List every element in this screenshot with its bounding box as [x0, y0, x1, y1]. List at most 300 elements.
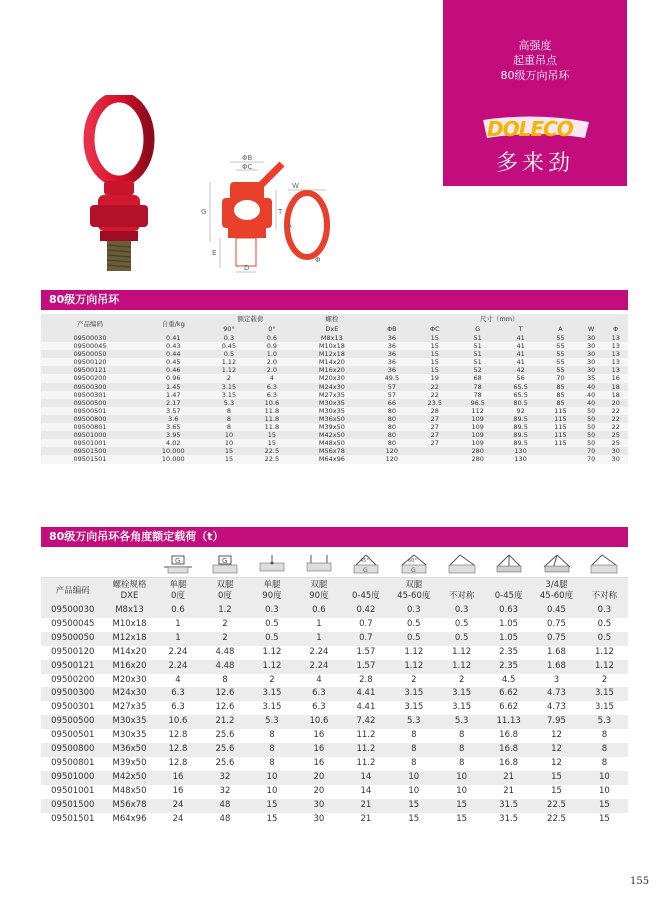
single-leg-0-icon	[162, 553, 194, 575]
cell-bolt: M42x50	[112, 771, 147, 782]
load-section-title-bar: 80级万向吊环各角度额定载荷（t）	[41, 527, 628, 547]
cell-34-45-60: 4.73	[547, 688, 566, 699]
cell-load-0: 15	[267, 431, 277, 440]
cell-single-0: 24	[172, 813, 184, 824]
cell-w: 50	[587, 423, 596, 432]
cell-w: 30	[587, 334, 596, 342]
cell-double-0-45: 0.7	[359, 632, 373, 643]
cell-double-45-60: 2	[411, 674, 417, 685]
table-row	[41, 342, 628, 350]
cell-bolt: M12x18	[112, 632, 147, 643]
cell-34-45-60: 22.5	[547, 813, 566, 824]
brand-name-cn: 多来劲	[495, 151, 574, 176]
cell-t: 89.5	[513, 414, 528, 423]
cell-g: 109	[471, 439, 484, 448]
cell-load-0: 6.3	[266, 382, 278, 391]
cell-bolt: M56x78	[318, 447, 345, 456]
table-row	[41, 618, 628, 632]
cell-34-asym: 8	[601, 757, 608, 768]
cell-code: 09500200	[51, 674, 95, 685]
cell-b: 36	[387, 350, 396, 359]
cell-double-0-45: 1.57	[356, 660, 376, 671]
cell-double-45-60: 1.12	[404, 646, 424, 657]
cell-weight: 3.57	[166, 406, 181, 415]
col-g: G	[475, 325, 481, 333]
cell-double-asym: 15	[456, 799, 468, 810]
col-c: ΦC	[429, 325, 440, 333]
cell-w: 70	[587, 447, 596, 456]
cell-34-0-45: 1.05	[499, 618, 519, 629]
specs-table-body	[41, 334, 628, 464]
cell-load-0: 10.6	[264, 398, 280, 407]
table-row	[41, 334, 628, 342]
col-34-0-45: 0-45度	[485, 578, 532, 605]
cell-34-asym: 10	[599, 785, 610, 796]
cell-34-asym: 15	[599, 799, 610, 810]
cell-load-90: 1.12	[221, 358, 237, 367]
cell-34-asym: 3.15	[594, 688, 614, 699]
cell-phi: 13	[611, 334, 620, 342]
cell-double-45-60: 15	[408, 813, 420, 824]
icon-label-g: G	[221, 556, 228, 565]
cell-c: 28	[430, 406, 439, 415]
cell-single-0: 10.6	[168, 716, 188, 727]
cell-double-0: 48	[219, 813, 231, 824]
cell-code: 09500301	[73, 390, 107, 399]
cell-b: 66	[387, 398, 396, 407]
cell-b: 36	[387, 366, 396, 375]
table-row	[41, 771, 628, 785]
cell-double-asym: 8	[458, 730, 465, 741]
cell-double-0-45: 1.57	[356, 646, 376, 657]
cell-single-0: 2.24	[168, 646, 188, 657]
cell-34-45-60: 0.75	[547, 618, 566, 629]
cell-double-45-60: 3.15	[404, 688, 424, 699]
cell-double-90: 30	[313, 813, 325, 824]
cell-double-0-45: 11.2	[356, 744, 376, 755]
cell-a: 115	[554, 406, 567, 415]
cell-b: 120	[385, 447, 399, 456]
cell-load-0: 2.0	[266, 366, 278, 375]
table-row	[41, 604, 628, 618]
col-t: T	[518, 325, 523, 333]
cell-weight: 0.43	[166, 342, 181, 351]
cell-weight: 1.45	[166, 382, 181, 391]
cell-double-90: 2.24	[309, 646, 329, 657]
cell-phi: 13	[611, 350, 620, 359]
cell-single-0: 6.3	[171, 702, 185, 713]
brand-tagline	[443, 38, 627, 83]
cell-t: 65.5	[513, 382, 528, 391]
table-row	[41, 455, 628, 463]
cell-code: 09501001	[51, 785, 95, 796]
cell-double-asym: 0.3	[454, 605, 469, 615]
cell-code: 09500500	[73, 398, 107, 407]
cell-34-45-60: 7.95	[547, 716, 566, 727]
icon-label-g: G	[362, 566, 368, 574]
cell-double-45-60: 5.3	[407, 716, 421, 727]
cell-double-asym: 10	[456, 785, 468, 796]
cell-load-90: 15	[224, 447, 234, 456]
cell-phi: 30	[611, 447, 620, 456]
cell-34-45-60: 3	[553, 674, 560, 685]
cell-double-45-60: 0.3	[407, 605, 421, 615]
cell-double-90: 30	[313, 799, 325, 810]
load-table	[41, 550, 628, 827]
cell-phi: 22	[611, 414, 620, 423]
cell-double-90: 6.3	[312, 702, 326, 713]
cell-t: 130	[514, 455, 527, 464]
cell-bolt: M8x13	[320, 334, 343, 342]
cell-b: 57	[387, 390, 396, 399]
cell-code: 09500801	[73, 423, 107, 432]
icon-label-60: 60°	[407, 557, 417, 564]
cell-w: 50	[587, 414, 596, 423]
cell-34-asym: 15	[599, 813, 610, 824]
cell-load-90: 15	[224, 455, 234, 464]
cell-double-asym: 2	[458, 674, 465, 685]
cell-single-90: 10	[266, 771, 278, 782]
cell-load-90: 0.45	[221, 342, 237, 351]
col-0: 0°	[268, 325, 276, 333]
cell-load-90: 0.3	[223, 334, 235, 342]
cell-c: 22	[430, 390, 439, 399]
cell-c: 27	[430, 423, 439, 432]
cell-bolt: M8x13	[115, 605, 144, 615]
table-row	[41, 431, 628, 439]
cell-code: 09500301	[51, 702, 95, 713]
double-leg-90-icon	[303, 553, 335, 575]
cell-weight: 0.46	[166, 366, 181, 375]
cell-code: 09500050	[51, 632, 95, 643]
cell-phi: 13	[611, 366, 620, 375]
cell-g: 280	[471, 455, 484, 464]
cell-a: 115	[554, 414, 567, 423]
cell-load-90: 8	[226, 414, 232, 423]
cell-code: 09500030	[51, 605, 95, 615]
cell-34-0-45: 0.63	[499, 605, 519, 615]
cell-double-0-45: 7.42	[356, 716, 376, 727]
cell-34-0-45: 4.5	[501, 674, 516, 685]
cell-c: 15	[430, 342, 439, 351]
cell-bolt: M14x20	[112, 646, 147, 657]
cell-t: 89.5	[513, 439, 528, 448]
cell-double-0-45: 21	[360, 813, 372, 824]
cell-double-asym: 1.12	[452, 646, 472, 657]
sling-icon-row	[41, 550, 628, 578]
cell-double-90: 16	[313, 730, 325, 741]
cell-load-0: 4	[269, 374, 274, 383]
cell-load-90: 0.5	[223, 350, 235, 359]
cell-double-90: 1	[316, 618, 322, 629]
cell-double-0-45: 0.42	[356, 605, 376, 615]
cell-b: 80	[387, 414, 396, 423]
cell-single-90: 1.12	[262, 646, 282, 657]
table-row	[41, 399, 628, 407]
cell-g: 51	[473, 334, 482, 342]
cell-a: 55	[556, 334, 565, 342]
cell-bolt: M36x50	[112, 744, 147, 755]
cell-bolt: M30x35	[318, 406, 345, 415]
cell-load-0: 22.5	[264, 447, 280, 456]
cell-g: 51	[473, 342, 482, 351]
cell-t: 130	[514, 447, 527, 456]
cell-single-90: 5.3	[265, 716, 279, 727]
table-row	[41, 660, 628, 674]
cell-double-0: 25.6	[215, 730, 235, 741]
col-a: A	[558, 325, 563, 333]
cell-bolt: M36x50	[318, 414, 345, 423]
cell-bolt: M24x30	[318, 382, 345, 391]
cell-phi: 18	[611, 382, 620, 391]
cell-code: 09500801	[51, 757, 95, 768]
cell-double-45-60: 3.15	[404, 702, 424, 713]
cell-34-asym: 3.15	[594, 702, 614, 713]
double-leg-45-icon	[350, 553, 382, 575]
cell-bolt: M42x50	[318, 431, 345, 440]
cell-single-90: 3.15	[262, 702, 282, 713]
col-dxe: DxE	[325, 325, 339, 333]
cell-phi: 22	[611, 406, 620, 415]
cell-load-90: 10	[224, 439, 234, 448]
cell-34-0-45: 16.8	[499, 730, 519, 741]
cell-single-0: 6.3	[171, 688, 185, 699]
cell-c: 27	[430, 431, 439, 440]
col-double-0-45: 0-45度	[342, 578, 389, 605]
cell-weight: 0.41	[166, 334, 181, 342]
cell-code: 09500121	[73, 366, 107, 375]
cell-single-90: 3.15	[262, 688, 282, 699]
cell-double-asym: 10	[456, 771, 468, 782]
col-bolt: 螺栓规格 DXE	[105, 578, 155, 605]
asymmetric-icon	[446, 553, 478, 575]
table-row	[41, 813, 628, 827]
table-row	[41, 687, 628, 701]
cell-phi: 16	[611, 374, 620, 383]
cell-w: 50	[587, 431, 596, 440]
cell-g: 78	[473, 390, 482, 399]
cell-g: 112	[471, 406, 484, 415]
table-row	[41, 358, 628, 366]
cell-b: 80	[387, 439, 396, 448]
page-number: 155	[630, 876, 650, 887]
cell-code: 09500030	[73, 334, 107, 342]
cell-b: 80	[387, 406, 396, 415]
cell-double-90: 16	[313, 744, 325, 755]
cell-bolt: M24x30	[112, 688, 147, 699]
cell-g: 109	[471, 414, 484, 423]
cell-single-0: 12.8	[168, 730, 188, 741]
cell-t: 41	[516, 334, 525, 342]
cell-34-asym: 1.12	[594, 660, 614, 671]
cell-34-0-45: 31.5	[499, 799, 519, 810]
tagline-line-2: 起重吊点	[513, 54, 557, 67]
cell-double-90: 1	[316, 632, 322, 643]
swivel-ring-photo	[76, 95, 162, 277]
cell-code: 09500800	[73, 414, 107, 423]
cell-code: 09501000	[51, 771, 95, 782]
cell-double-0: 32	[219, 785, 231, 796]
cell-g: 51	[473, 358, 482, 367]
cell-double-45-60: 0.5	[407, 618, 421, 629]
specs-table	[41, 314, 628, 464]
cell-t: 80.5	[513, 398, 528, 407]
cell-w: 40	[587, 398, 596, 407]
cell-34-45-60: 15	[551, 785, 562, 796]
cell-w: 70	[587, 455, 596, 464]
cell-34-0-45: 2.35	[499, 646, 519, 657]
cell-load-0: 11.8	[264, 406, 280, 415]
col-34-asym: 不对称	[581, 578, 628, 605]
cell-double-0-45: 14	[360, 785, 372, 796]
cell-code: 09500800	[51, 744, 95, 755]
table-row	[41, 374, 628, 382]
cell-double-45-60: 8	[411, 757, 417, 768]
cell-b: 57	[387, 382, 396, 391]
tagline-line-3: 80级万向吊环	[500, 69, 570, 82]
table-row	[41, 407, 628, 415]
cell-b: 120	[385, 455, 399, 464]
cell-double-90: 20	[313, 771, 325, 782]
cell-double-45-60: 10	[408, 771, 420, 782]
cell-a	[542, 455, 579, 463]
table-row	[41, 799, 628, 813]
cell-c	[413, 447, 456, 455]
table-row	[41, 632, 628, 646]
cell-phi: 25	[611, 431, 620, 440]
table-row	[41, 383, 628, 391]
cell-load-90: 2	[226, 374, 232, 383]
cell-code: 09500500	[51, 716, 95, 727]
cell-t: 41	[516, 350, 525, 359]
cell-bolt: M30x35	[318, 398, 345, 407]
cell-code: 09500121	[51, 660, 95, 671]
cell-a: 55	[556, 366, 565, 375]
cell-single-0: 16	[172, 771, 184, 782]
cell-single-90: 15	[266, 799, 278, 810]
label-d: D	[244, 264, 250, 272]
cell-34-45-60: 12	[551, 757, 562, 768]
cell-double-0: 2	[222, 632, 228, 643]
table-row	[41, 415, 628, 423]
cell-weight: 3.95	[166, 431, 181, 440]
cell-bolt: M20x30	[318, 374, 345, 383]
col-bolt: 螺栓	[325, 315, 339, 323]
cell-b: 36	[387, 334, 396, 342]
cell-c: 15	[430, 358, 439, 367]
cell-bolt: M48x50	[112, 785, 147, 796]
cell-g: 109	[471, 431, 484, 440]
cell-t: 89.5	[513, 423, 528, 432]
cell-load-0: 2.0	[266, 358, 278, 367]
cell-weight: 10.000	[161, 455, 185, 464]
cell-code: 09501501	[51, 813, 95, 824]
cell-double-asym: 5.3	[454, 716, 469, 727]
cell-load-90: 3.15	[221, 382, 237, 391]
cell-load-90: 3.15	[221, 390, 237, 399]
cell-w: 50	[587, 439, 596, 448]
cell-bolt: M30x35	[112, 730, 147, 741]
cell-a: 115	[554, 439, 567, 448]
table-row	[41, 646, 628, 660]
cell-34-0-45: 16.8	[499, 757, 519, 768]
cell-double-0: 4.48	[215, 646, 235, 657]
col-dims: 尺寸（mm）	[479, 315, 519, 323]
col-double-asym: 不对称	[438, 578, 485, 605]
cell-bolt: M48x50	[318, 439, 345, 448]
cell-c: 23.5	[427, 398, 443, 407]
cell-bolt: M64x96	[112, 813, 147, 824]
cell-a: 70	[556, 374, 565, 383]
cell-double-90: 4	[316, 674, 322, 685]
col-double-0: 双腿 0度	[201, 578, 248, 605]
cell-t: 92	[516, 406, 525, 415]
cell-g: 96.5	[470, 398, 485, 407]
cell-bolt: M20x30	[112, 674, 147, 685]
cell-34-asym: 5.3	[597, 716, 612, 727]
cell-bolt: M64x96	[318, 455, 345, 464]
cell-g: 78	[473, 382, 482, 391]
cell-bolt: M16x20	[318, 366, 345, 375]
cell-double-0-45: 2.8	[359, 674, 373, 685]
col-single-90: 单腿 90度	[248, 578, 295, 605]
double-leg-60-icon	[398, 553, 430, 575]
cell-phi: 22	[611, 423, 620, 432]
table-row	[41, 701, 628, 715]
cell-double-90: 2.24	[309, 660, 329, 671]
cell-load-90: 8	[226, 423, 232, 432]
cell-b: 80	[387, 423, 396, 432]
cell-a: 85	[556, 382, 565, 391]
cell-34-0-45: 1.05	[499, 632, 519, 643]
icon-label-45: 45°	[359, 557, 369, 564]
cell-single-90: 0.5	[265, 618, 279, 629]
cell-c: 19	[430, 374, 439, 383]
cell-code: 09500501	[73, 406, 107, 415]
cell-a: 55	[556, 342, 565, 351]
tagline-line-1: 高强度	[518, 39, 552, 52]
cell-double-0-45: 11.2	[356, 730, 376, 741]
load-table-body	[41, 604, 628, 827]
cell-double-0: 12.6	[215, 688, 235, 699]
cell-34-0-45: 11.13	[496, 716, 521, 727]
cell-34-45-60: 4.73	[547, 702, 566, 713]
cell-bolt: M16x20	[112, 660, 147, 671]
cell-w: 35	[587, 374, 596, 383]
cell-code: 09500050	[73, 350, 107, 359]
cell-double-0: 2	[222, 618, 228, 629]
cell-34-45-60: 15	[551, 771, 562, 782]
dimension-drawing	[192, 150, 342, 278]
col-code: 产品编码	[77, 320, 104, 328]
cell-a	[542, 447, 579, 455]
cell-a: 115	[554, 431, 567, 440]
cell-double-0-45: 21	[360, 799, 372, 810]
cell-double-asym: 0.5	[454, 632, 469, 643]
cell-34-0-45: 16.8	[499, 744, 519, 755]
cell-c	[413, 455, 456, 463]
cell-double-0: 8	[222, 674, 228, 685]
cell-34-asym: 0.5	[597, 632, 612, 643]
label-a: A	[287, 222, 292, 230]
cell-code: 09500300	[73, 382, 107, 391]
col-weight: 自重/kg	[161, 320, 185, 328]
cell-double-0: 4.48	[215, 660, 235, 671]
cell-b: 36	[387, 342, 396, 351]
label-c: ΦC	[242, 163, 253, 171]
double-leg-0-icon	[209, 553, 241, 575]
cell-single-0: 16	[172, 785, 184, 796]
